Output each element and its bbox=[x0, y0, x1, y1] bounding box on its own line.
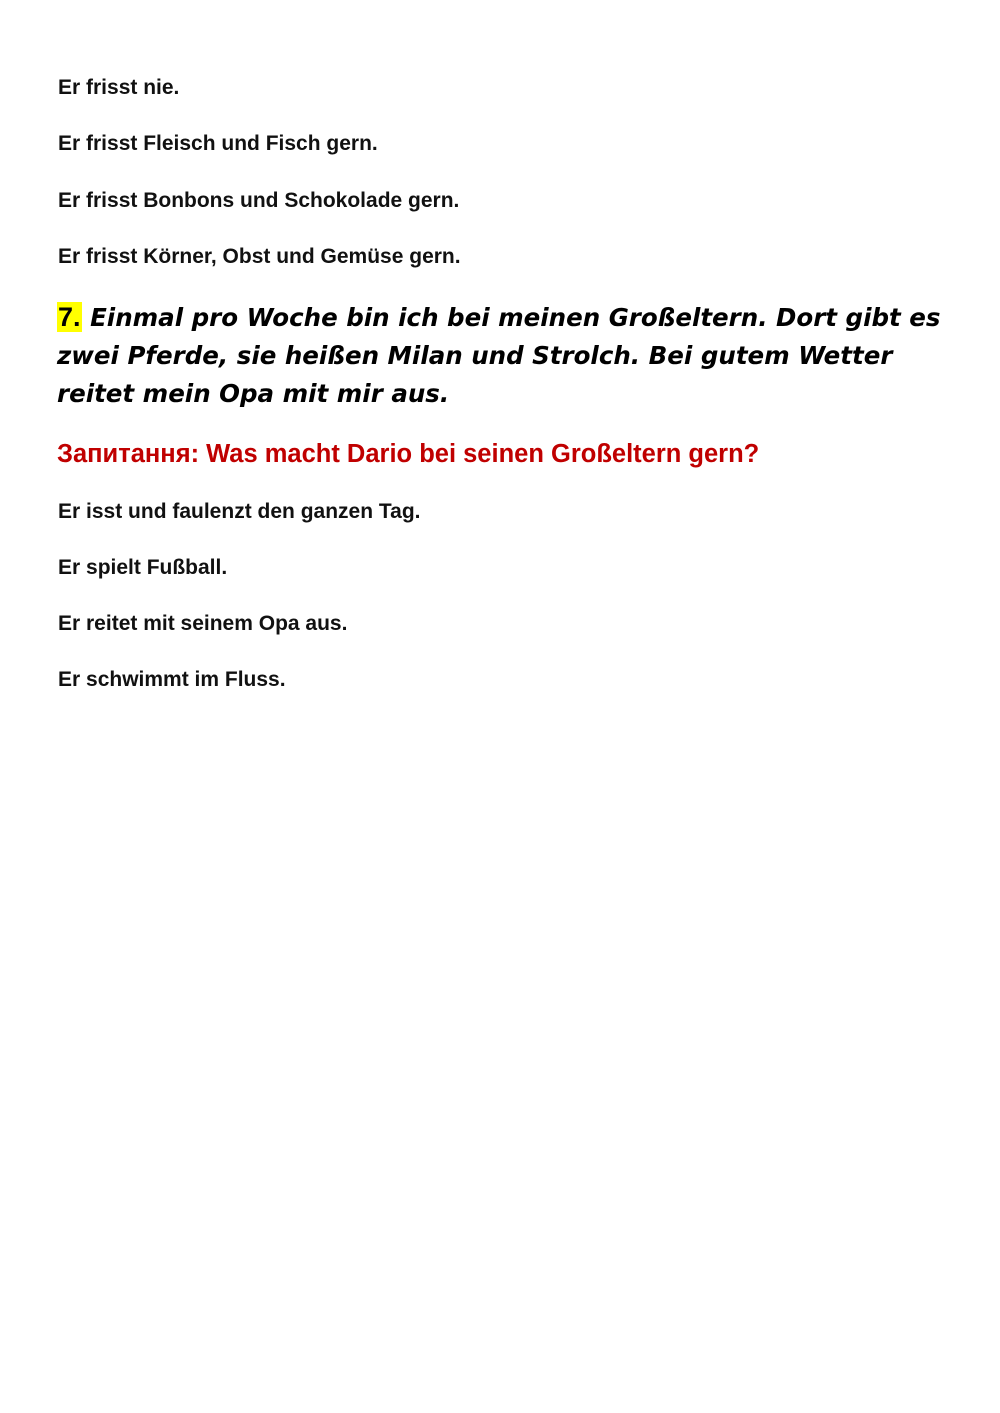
previous-answer-option-3[interactable]: Er frisst Bonbons und Schokolade gern. bbox=[58, 189, 460, 212]
answer-option-4[interactable]: Er schwimmt im Fluss. bbox=[58, 668, 286, 691]
answer-option-1[interactable]: Er isst und faulenzt den ganzen Tag. bbox=[58, 500, 421, 523]
item-number: 7. bbox=[58, 302, 81, 332]
question-prompt: Запитання: Was macht Dario bei seinen Großeltern gern? bbox=[57, 440, 760, 468]
passage-text: Einmal pro Woche bin ich bei meinen Großeltern. Dort gibt es zwei Pferde, sie heißen Milan und Strolch. Bei gutem Wetter reitet mein Opa mit mir aus. bbox=[57, 303, 941, 408]
previous-answer-option-1[interactable]: Er frisst nie. bbox=[58, 76, 180, 99]
previous-answer-option-4[interactable]: Er frisst Körner, Obst und Gemüse gern. bbox=[58, 245, 461, 268]
reading-passage bbox=[57, 298, 957, 413]
previous-answer-option-2[interactable]: Er frisst Fleisch und Fisch gern. bbox=[58, 132, 378, 155]
answer-option-3[interactable]: Er reitet mit seinem Opa aus. bbox=[58, 612, 348, 635]
answer-option-2[interactable]: Er spielt Fußball. bbox=[58, 556, 228, 579]
